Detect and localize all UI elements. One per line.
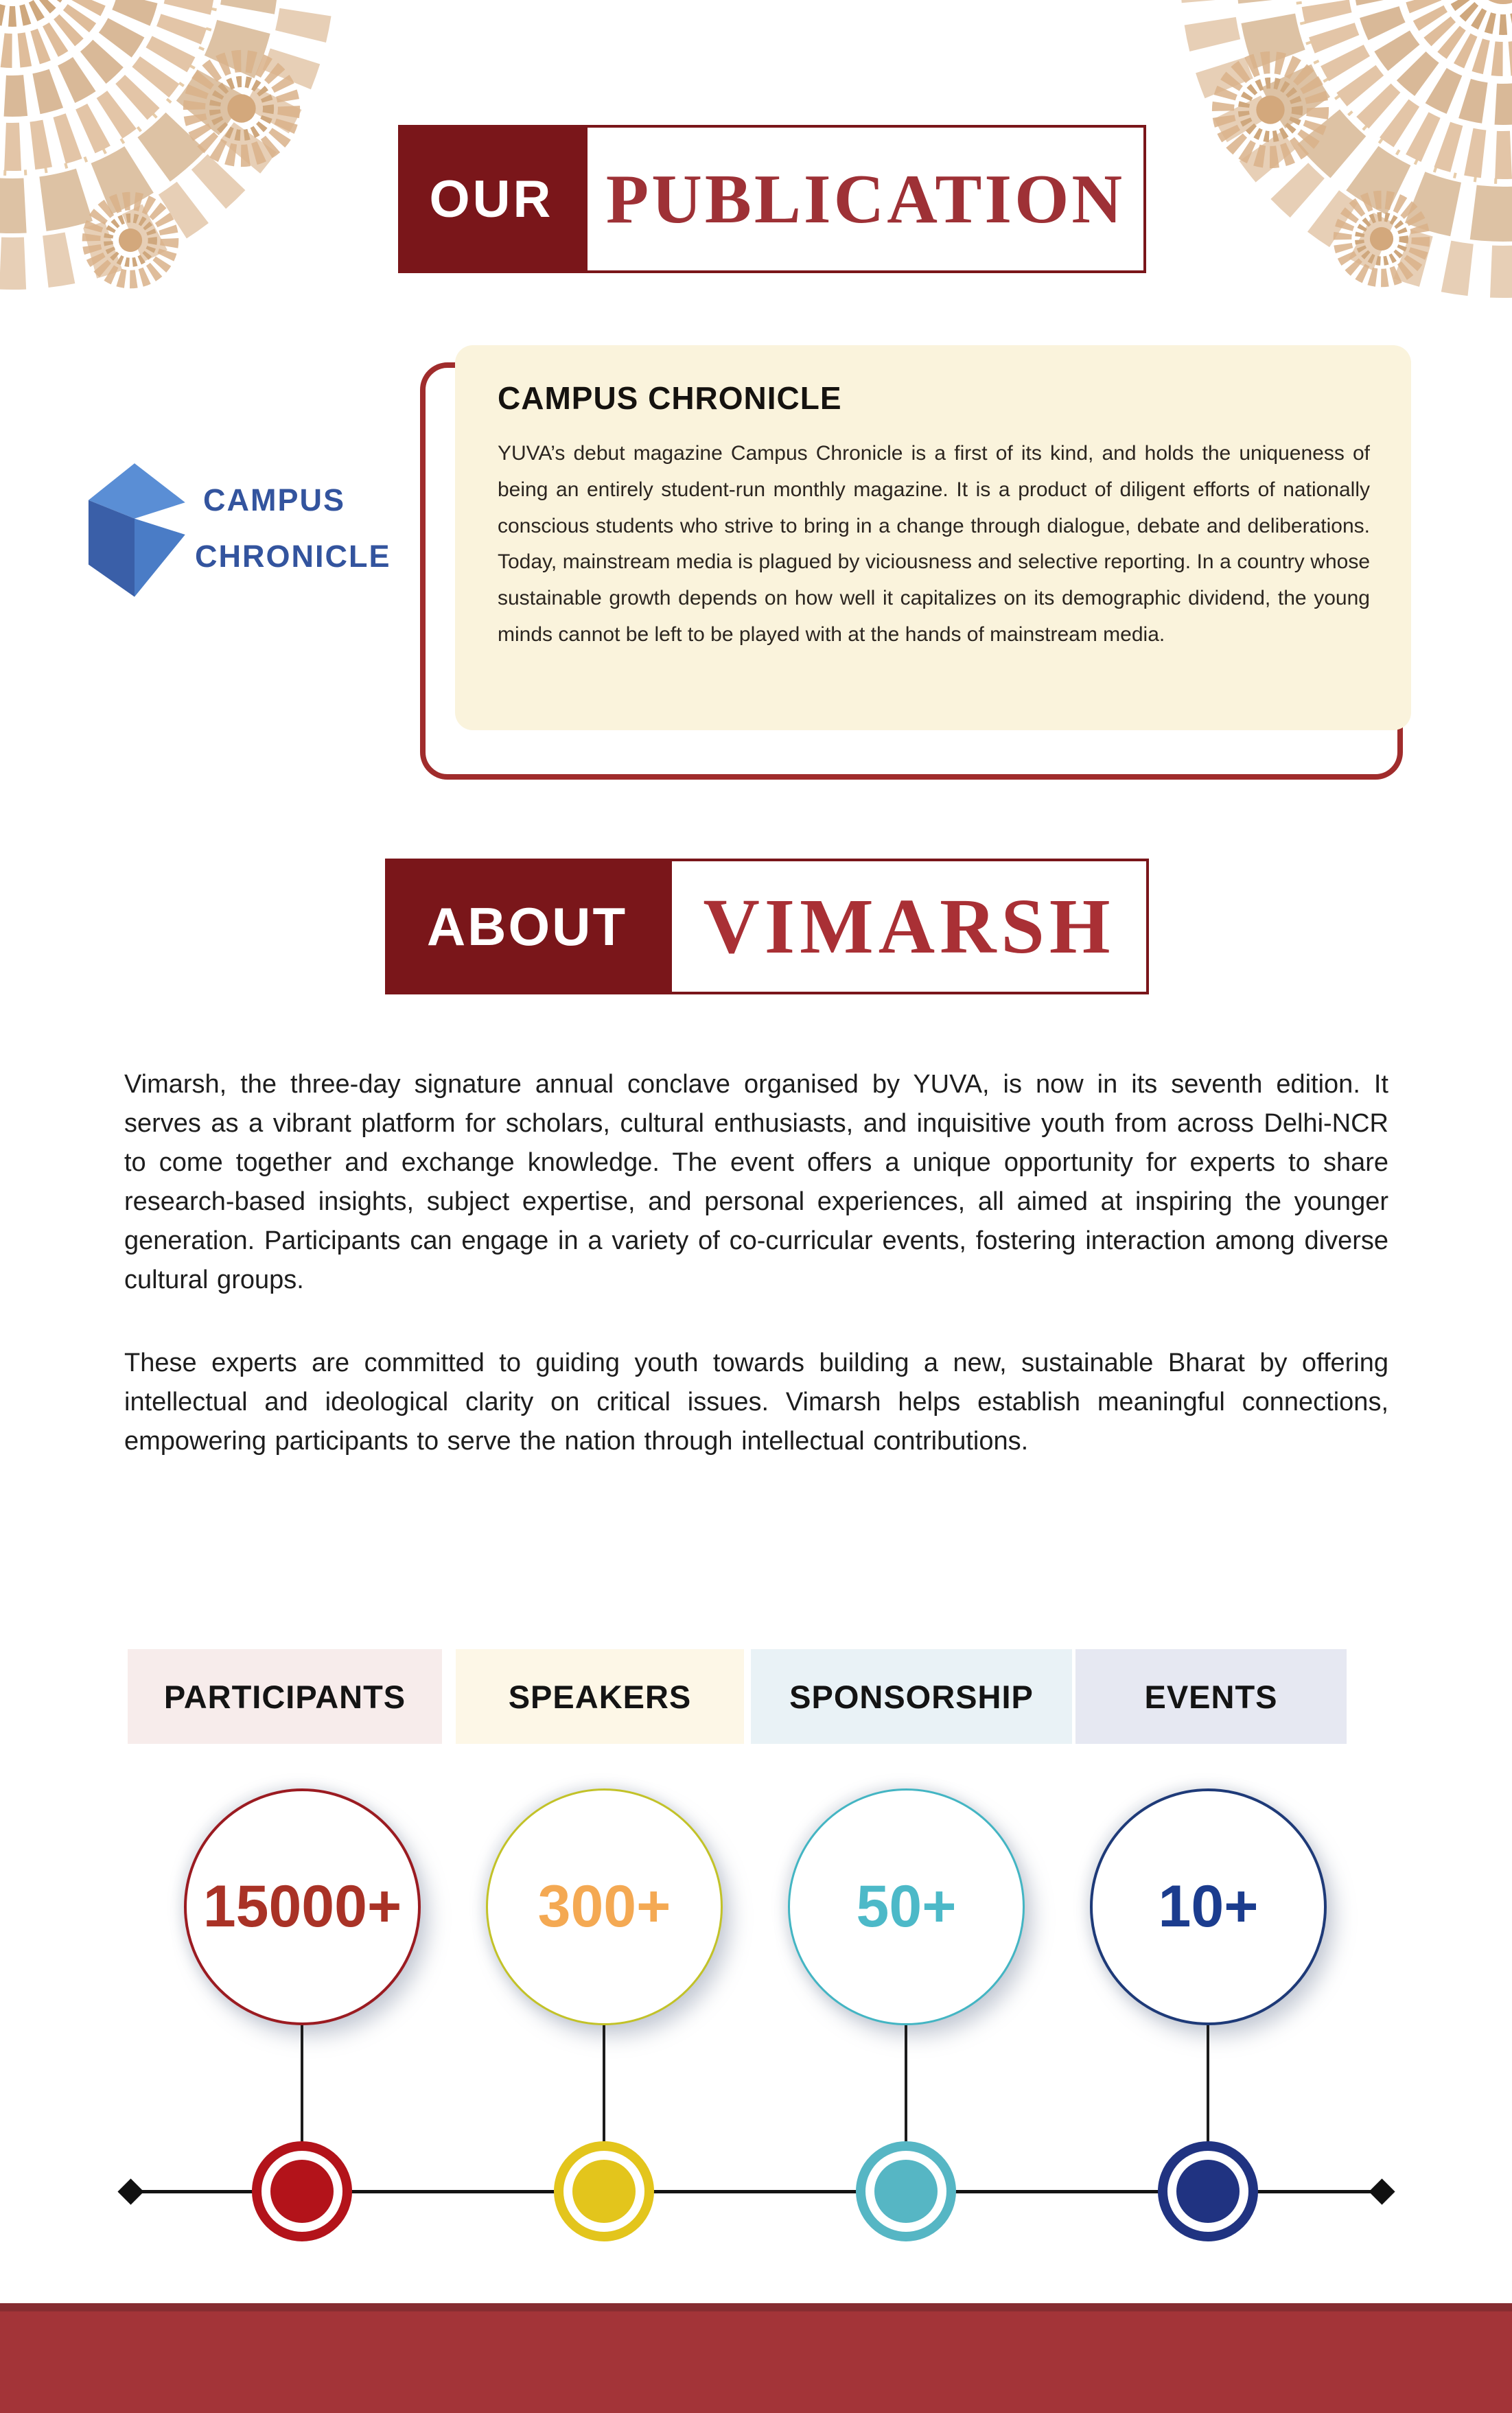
- timeline-connector-speakers: [603, 2025, 605, 2146]
- timeline-dot-events: [1158, 2141, 1258, 2241]
- timeline-dot-sponsorship: [856, 2141, 956, 2241]
- chronicle-body: YUVA’s debut magazine Campus Chronicle is a first of its kind, and holds the uniqueness of being an entirely student-run monthly magazine. It is a product of diligent efforts of nationally conscious students who strive to bring in a change through dialogue, debate and deliberations. Today, mainstream media is plagued by viciousness and selective reporting. In a country whose sustainable growth depends on how well it capitalizes on its demographic dividend, the young minds cannot be left to be played with at the hands of mainstream media.: [498, 442, 1370, 646]
- stat-label-speakers: SPEAKERS: [456, 1649, 744, 1744]
- timeline-connector-sponsorship: [905, 2025, 907, 2146]
- logo-line-1: CAMPUS: [203, 482, 346, 517]
- about-paragraph-1: Vimarsh, the three-day signature annual conclave organised by YUVA, is now in its seventh edition. It serves as a vibrant platform for scholars, cultural enthusiasts, and inquisitive youth from across Delhi-NCR to come together and exchange knowledge. The event offers a unique opportunity for experts to share research-based insights, subject expertise, and personal experiences, all aimed at inspiring the younger generation. Participants can engage in a variety of co-curricular events, fostering interaction among diverse cultural groups.: [124, 1070, 1388, 1294]
- stat-label-sponsorship: SPONSORSHIP: [751, 1649, 1072, 1744]
- logo-line-2: CHRONICLE: [195, 539, 391, 574]
- stat-value-sponsorship: 50+: [856, 1874, 957, 1939]
- stat-value-events: 10+: [1158, 1874, 1259, 1939]
- about-banner: [385, 859, 1149, 994]
- timeline-connector-events: [1207, 2025, 1209, 2146]
- campus-chronicle-logo: [77, 450, 399, 606]
- publication-banner-tag: OUR: [398, 125, 585, 273]
- timeline-dot-core: [572, 2160, 636, 2223]
- timeline-connector-participants: [301, 2025, 303, 2146]
- about-banner-title: VIMARSH: [703, 883, 1115, 970]
- about-paragraph-2: These experts are committed to guiding youth towards building a new, sustainable Bharat by offering intellectual and ideological clarity on critical issues. Vimarsh helps establish meaningful connections, empowering participants to serve the nation through intellectual contributions.: [124, 1349, 1388, 1456]
- chronicle-card: [455, 345, 1411, 730]
- stat-label-participants: PARTICIPANTS: [128, 1649, 442, 1744]
- chronicle-title: CAMPUS CHRONICLE: [498, 380, 842, 416]
- timeline-end-diamond-right: [1369, 2178, 1395, 2204]
- publication-banner-title: PUBLICATION: [605, 160, 1126, 238]
- publication-banner-strip: [585, 125, 1146, 273]
- stat-circle-participants: [184, 1788, 421, 2025]
- stat-label-events: EVENTS: [1075, 1649, 1347, 1744]
- timeline-dot-core: [270, 2160, 334, 2223]
- timeline-dot-participants: [252, 2141, 352, 2241]
- publication-banner: [398, 125, 1146, 273]
- about-description: [124, 1065, 1388, 1461]
- timeline-dot-core: [1176, 2160, 1240, 2223]
- campus-chronicle-logo-icon: [77, 450, 192, 606]
- stat-circle-speakers: [486, 1788, 723, 2025]
- timeline-dot-core: [874, 2160, 938, 2223]
- footer-bar: [0, 2303, 1512, 2413]
- about-banner-tag: ABOUT: [385, 859, 669, 994]
- about-banner-strip: [669, 859, 1149, 994]
- timeline-end-diamond-left: [117, 2178, 143, 2204]
- stat-circle-events: [1090, 1788, 1327, 2025]
- stat-value-speakers: 300+: [537, 1874, 671, 1939]
- timeline-dot-speakers: [554, 2141, 654, 2241]
- stat-value-participants: 15000+: [202, 1874, 402, 1939]
- campus-chronicle-logo-text: [195, 450, 391, 606]
- stat-circle-sponsorship: [788, 1788, 1025, 2025]
